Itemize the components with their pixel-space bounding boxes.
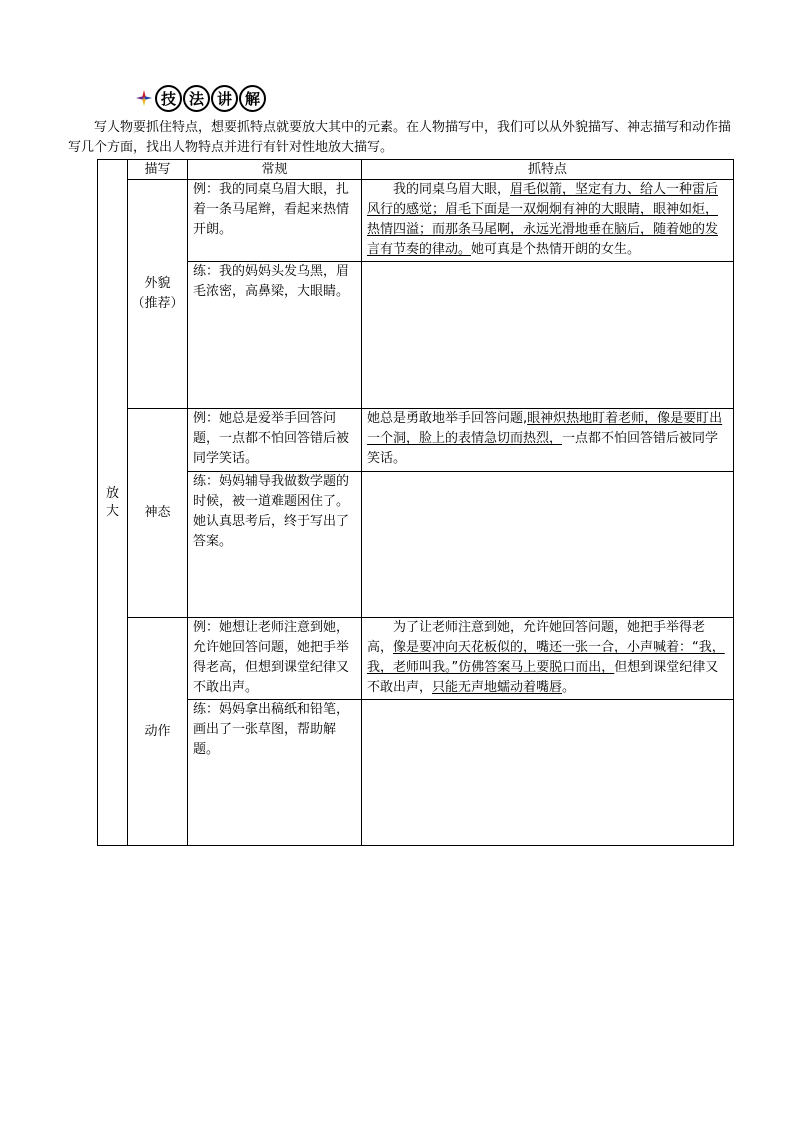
category-sublabel: （推荐） xyxy=(131,296,184,311)
heading-badges xyxy=(155,85,266,112)
heading-badge: 解 xyxy=(239,85,266,112)
feature-text: 但想到课堂纪律又不敢出声， xyxy=(367,660,719,695)
feature-text: 为了让老师注意到她，允许她回答问题，她把手举得老高， xyxy=(367,620,706,655)
technique-table xyxy=(97,159,734,846)
table-row xyxy=(98,700,734,846)
example-cell: 例：她总是爱举手回答问题，一点都不怕回答错后被同学笑话。 xyxy=(188,409,362,472)
heading-badge: 法 xyxy=(183,85,210,112)
table-row xyxy=(98,262,734,409)
feature-cell xyxy=(362,180,734,262)
category-label: 动作 xyxy=(144,723,171,739)
feature-cell xyxy=(362,409,734,472)
header-normal: 常规 xyxy=(188,160,362,180)
practice-answer-cell xyxy=(362,262,734,409)
practice-answer-cell xyxy=(362,700,734,846)
intro-paragraph: 写人物要抓住特点，想要抓特点就要放大其中的元素。在人物描写中，我们可以从外貌描写、神志描写和动作描写几个方面，找出人物特点并进行有针对性地放大描写。 xyxy=(68,120,732,155)
feature-text: 她可真是个热情开朗的女生。 xyxy=(471,242,641,257)
header-feature: 抓特点 xyxy=(362,160,734,180)
category-action xyxy=(128,618,188,846)
example-cell: 例：我的同桌乌眉大眼，扎着一条马尾辫，看起来热情开朗。 xyxy=(188,180,362,262)
table-row xyxy=(98,409,734,472)
practice-cell: 练：妈妈拿出稿纸和铅笔，画出了一张草图，帮助解题。 xyxy=(188,700,362,846)
feature-text: 一点都不怕回答错后被同学笑话。 xyxy=(367,431,719,466)
feature-underlined-text: 只能无声地蠕动着嘴唇 xyxy=(432,680,563,695)
side-label: 放大 xyxy=(105,485,119,519)
heading-badge: 技 xyxy=(155,85,182,112)
practice-cell: 练：妈妈辅导我做数学题的时候，被一道难题困住了。她认真思考后，终于写出了答案。 xyxy=(188,472,362,618)
practice-answer-cell xyxy=(362,472,734,618)
table-row xyxy=(98,180,734,262)
feature-cell xyxy=(362,618,734,700)
table-row xyxy=(98,472,734,618)
feature-underlined-text: 眼神炽热地盯着老师，像是要盯出一个洞，脸上的表情急切而热烈， xyxy=(367,411,723,446)
table-row xyxy=(98,618,734,700)
practice-cell: 练：我的妈妈头发乌黑，眉毛浓密，高鼻梁，大眼睛。 xyxy=(188,262,362,409)
category-label: 外貌 xyxy=(144,276,171,291)
side-label-cell xyxy=(98,160,128,846)
four-point-star-icon xyxy=(136,90,152,106)
example-cell: 例：她想让老师注意到她，允许她回答问题，她把手举得老高，但想到课堂纪律又不敢出声。 xyxy=(188,618,362,700)
category-label: 神态 xyxy=(144,505,171,520)
heading-badge: 讲 xyxy=(211,85,238,112)
feature-underlined-text: 像是要冲向天花板似的，嘴还一张一合，小声喊着：“我，我，老师叫我。”仿佛答案马上要脱口而出， xyxy=(367,640,725,675)
feature-underlined-text: 眉毛似箭，坚定有力、给人一种雷后风行的感觉；眉毛下面是一双炯炯有神的大眼睛，眼神如炬，热情四溢；而那条马尾啊，永远光滑地垂在脑后，随着她的发言有节奏的律动。 xyxy=(367,182,719,257)
feature-text: 她总是勇敢地举手回答问题, xyxy=(367,411,528,426)
feature-text: 我的同桌乌眉大眼， xyxy=(393,182,511,197)
section-heading xyxy=(136,83,266,113)
feature-text: 。 xyxy=(562,680,576,695)
category-appearance xyxy=(128,180,188,409)
table-header-row xyxy=(98,160,734,180)
category-expression xyxy=(128,409,188,618)
header-desc: 描写 xyxy=(128,160,188,180)
